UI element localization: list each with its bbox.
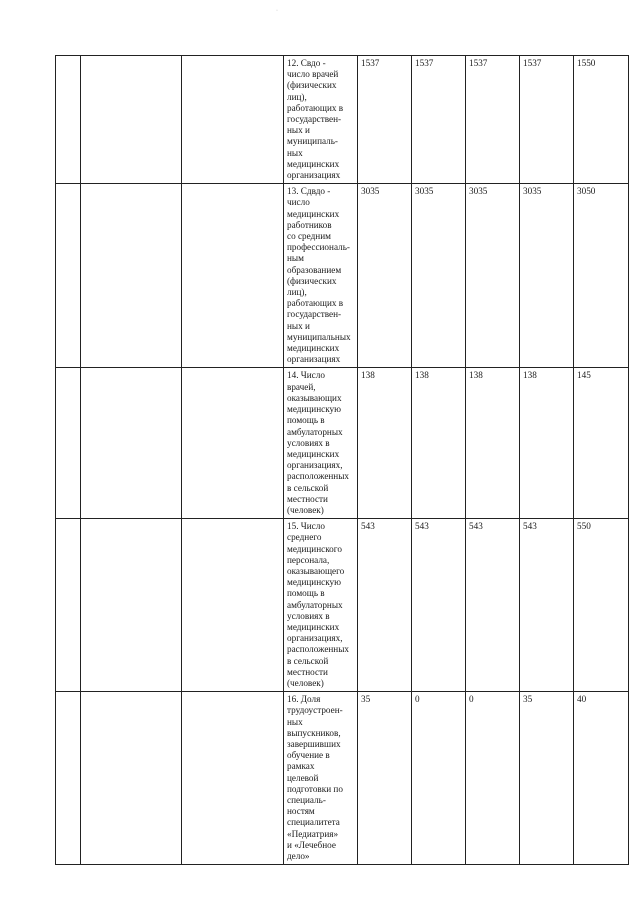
value-cell: 543 (520, 519, 574, 692)
value-cell: 1550 (574, 56, 629, 184)
empty-cell (182, 519, 284, 692)
empty-cell (81, 692, 182, 865)
empty-cell (182, 56, 284, 184)
value-cell: 35 (358, 692, 412, 865)
indicator-description: 14. Число врачей, оказывающих медицинскую помощь в амбулаторных условиях в медицинских организациях, расположенных в сельской местности (человек) (284, 368, 358, 519)
value-cell: 3035 (358, 184, 412, 368)
value-cell: 1537 (466, 56, 520, 184)
empty-cell (182, 368, 284, 519)
value-cell: 138 (358, 368, 412, 519)
indicator-table (55, 55, 629, 865)
value-cell: 0 (412, 692, 466, 865)
value-cell: 3035 (412, 184, 466, 368)
value-cell: 0 (466, 692, 520, 865)
value-cell: 543 (358, 519, 412, 692)
empty-cell (56, 519, 81, 692)
empty-cell (81, 368, 182, 519)
value-cell: 138 (520, 368, 574, 519)
table-row (56, 184, 629, 368)
empty-cell (81, 184, 182, 368)
indicator-description: 13. Сдвдо - число медицинских работников со средним профессиональ- ным образованием (физических лиц), работающих в государствен- ных и муниципальных медицинских организациях (284, 184, 358, 368)
value-cell: 1537 (412, 56, 466, 184)
value-cell: 3035 (466, 184, 520, 368)
empty-cell (56, 184, 81, 368)
empty-cell (56, 56, 81, 184)
value-cell: 138 (412, 368, 466, 519)
value-cell: 35 (520, 692, 574, 865)
value-cell: 3035 (520, 184, 574, 368)
table-row (56, 56, 629, 184)
page-mark: · (276, 8, 278, 14)
indicator-description: 15. Число среднего медицинского персонала, оказывающего медицинскую помощь в амбулаторных условиях в медицинских организациях, расположенных в сельской местности (человек) (284, 519, 358, 692)
empty-cell (56, 368, 81, 519)
table-row (56, 368, 629, 519)
value-cell: 1537 (358, 56, 412, 184)
value-cell: 40 (574, 692, 629, 865)
indicator-description: 12. Свдо - число врачей (физических лиц), работающих в государствен- ных и муниципаль- ных медицинских организациях (284, 56, 358, 184)
value-cell: 3050 (574, 184, 629, 368)
value-cell: 1537 (520, 56, 574, 184)
indicator-description: 16. Доля трудоустроен- ных выпускников, завершивших обучение в рамках целевой подготовки по специаль- ностям специалитета «Педиатрия» и «Лечебное дело» (284, 692, 358, 865)
empty-cell (81, 519, 182, 692)
value-cell: 543 (466, 519, 520, 692)
value-cell: 550 (574, 519, 629, 692)
value-cell: 543 (412, 519, 466, 692)
value-cell: 138 (466, 368, 520, 519)
empty-cell (182, 692, 284, 865)
empty-cell (56, 692, 81, 865)
empty-cell (81, 56, 182, 184)
empty-cell (182, 184, 284, 368)
table-row (56, 519, 629, 692)
value-cell: 145 (574, 368, 629, 519)
table-row (56, 692, 629, 865)
